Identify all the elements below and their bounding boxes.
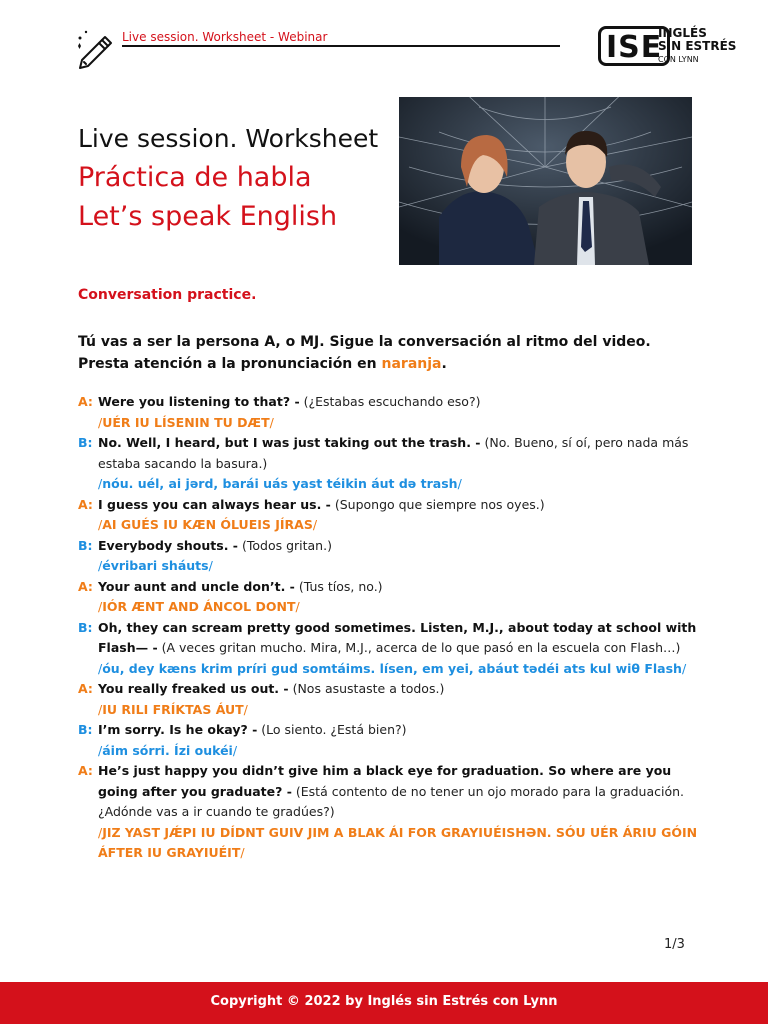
- pronunciation: /JIZ YAST JǼPI IU DÍDNT GUIV JIM A BLAK ÁI FOR GRAYIUÉISHƏN. SÓU UÉR ÁRIU GÓIN ÁFTER IU GRAYIUÉIT/: [98, 824, 698, 860]
- instructions-highlight: naranja: [381, 356, 442, 372]
- spanish-translation: (Todos gritan.): [238, 537, 332, 553]
- english-text: Oh, they can scream pretty good sometimes. Listen, M.J., about today at school with Flash— -: [98, 619, 697, 655]
- spanish-translation: (A veces gritan mucho. Mira, M.J., acerca de lo que pasó en la escuela con Flash…): [157, 640, 681, 655]
- english-text: Everybody shouts. -: [98, 537, 238, 553]
- english-text: I guess you can always hear us. -: [98, 496, 331, 512]
- pronunciation-text: JIZ YAST JǼPI IU DÍDNT GUIV JIM A BLAK ÁI FOR GRAYIUÉISHƏN. SÓU UÉR ÁRIU GÓIN ÁFTER IU GRAYIUÉIT: [98, 824, 698, 860]
- dialogue-line: [78, 536, 698, 557]
- speaker-label: A:: [78, 394, 93, 409]
- spanish-translation: (No. Bueno, sí oí, pero nada más estaba sacando la basura.): [98, 435, 689, 471]
- page-number: 1/3: [664, 937, 685, 952]
- english-text: Your aunt and uncle don’t. -: [98, 578, 295, 594]
- header-divider: [122, 45, 560, 47]
- spanish-translation: (Está contento de no tener un ojo morado para la graduación.¿Adónde vas a ir cuando te gradúes?): [98, 783, 685, 819]
- speaker-label: B:: [78, 722, 93, 737]
- dialogue-line: [78, 679, 698, 700]
- english-text: No. Well, I heard, but I was just taking out the trash. -: [98, 435, 481, 450]
- worksheet-title: Live session. Worksheet: [78, 124, 379, 153]
- speaker-label: A:: [78, 763, 93, 778]
- dialogue-line: [78, 720, 698, 741]
- pronunciation-text: UÉR IU LÍSENIN TU DÆT: [102, 414, 270, 430]
- page-footer: [0, 982, 768, 1024]
- dialogue-line: [78, 761, 698, 823]
- spanish-translation: (¿Estabas escuchando eso?): [299, 394, 481, 409]
- english-text: You really freaked us out. -: [98, 681, 289, 696]
- english-text: He’s just happy you didn’t give him a black eye for graduation. So where are you going after you graduate? -: [98, 763, 672, 799]
- english-text: I’m sorry. Is he okay? -: [98, 722, 258, 737]
- dialogue-line: [78, 433, 698, 474]
- pronunciation-text: IU RILI FRÍKTAS ÁUT: [102, 701, 244, 717]
- pen-icon: [72, 26, 116, 70]
- pronunciation: /AI GUÉS IU KÆN ÓLUEIS JÍRAS/: [98, 517, 318, 532]
- pronunciation: /IÓR ÆNT AND ÁNCOL DONT/: [98, 599, 300, 614]
- logo-line-2: SIN ESTRÉS: [658, 39, 737, 53]
- copyright-text: Copyright © 2022 by Inglés sin Estrés con Lynn: [210, 994, 558, 1009]
- pronunciation: /IU RILI FRÍKTAS ÁUT/: [98, 701, 248, 717]
- worksheet-subtitle: Práctica de habla: [78, 162, 312, 193]
- speaker-label: A:: [78, 578, 93, 594]
- pronunciation-text: évribari sháuts: [102, 558, 209, 573]
- spanish-translation: (Tus tíos, no.): [294, 578, 383, 594]
- pronunciation: /nóu. uél, ai jərd, barái uás yast téikin áut də trash/: [98, 476, 462, 491]
- instructions-text: [78, 331, 678, 375]
- header-title: Live session. Worksheet - Webinar: [122, 30, 328, 44]
- worksheet-tagline: Let’s speak English: [78, 201, 338, 232]
- dialogue-line: [78, 392, 698, 413]
- pronunciation-text: IÓR ÆNT AND ÁNCOL DONT: [102, 599, 296, 614]
- pronunciation-text: óu, dey kæns krim príri gud somtáims. lísen, em yei, abáut tədéi ats kul wiθ Flash: [102, 660, 682, 676]
- pronunciation: /áim sórri. Ízi oukéi/: [98, 742, 238, 758]
- pronunciation-text: AI GUÉS IU KÆN ÓLUEIS JÍRAS: [102, 517, 313, 532]
- pronunciation: /évribari sháuts/: [98, 558, 213, 573]
- pronunciation-text: nóu. uél, ai jərd, barái uás yast téikin áut də trash: [102, 476, 458, 491]
- page-header: [0, 0, 768, 90]
- logo-mark: ISE: [598, 26, 670, 66]
- dialogue-line: [78, 618, 698, 659]
- brand-logo: [598, 26, 738, 70]
- pronunciation: /óu, dey kæns krim príri gud somtáims. lísen, em yei, abáut tədéi ats kul wiθ Flash/: [98, 660, 687, 676]
- speaker-label: B:: [78, 537, 93, 553]
- speaker-label: B:: [78, 435, 93, 450]
- instructions-body: Tú vas a ser la persona A, o MJ. Sigue la conversación al ritmo del video. Presta atención a la pronunciación en: [78, 334, 651, 372]
- logo-wordmark: [658, 27, 736, 66]
- pronunciation: /UÉR IU LÍSENIN TU DÆT/: [98, 414, 274, 430]
- dialogue-line: [78, 577, 698, 598]
- english-text: Were you listening to that? -: [98, 394, 300, 409]
- spanish-translation: (Nos asustaste a todos.): [288, 681, 445, 696]
- pronunciation-text: áim sórri. Ízi oukéi: [102, 742, 233, 758]
- logo-line-3: CON LYNN: [658, 55, 699, 64]
- speaker-label: B:: [78, 619, 93, 635]
- spanish-translation: (Supongo que siempre nos oyes.): [330, 496, 545, 512]
- dialogue-line: [78, 495, 698, 516]
- logo-line-1: INGLÉS: [658, 26, 707, 40]
- speaker-label: A:: [78, 496, 93, 512]
- movie-still-image: [399, 97, 692, 265]
- speaker-label: A:: [78, 681, 93, 696]
- instructions-end: .: [441, 356, 447, 372]
- spanish-translation: (Lo siento. ¿Está bien?): [257, 722, 407, 737]
- section-heading: Conversation practice.: [78, 287, 257, 303]
- dialogue-list: [78, 392, 698, 864]
